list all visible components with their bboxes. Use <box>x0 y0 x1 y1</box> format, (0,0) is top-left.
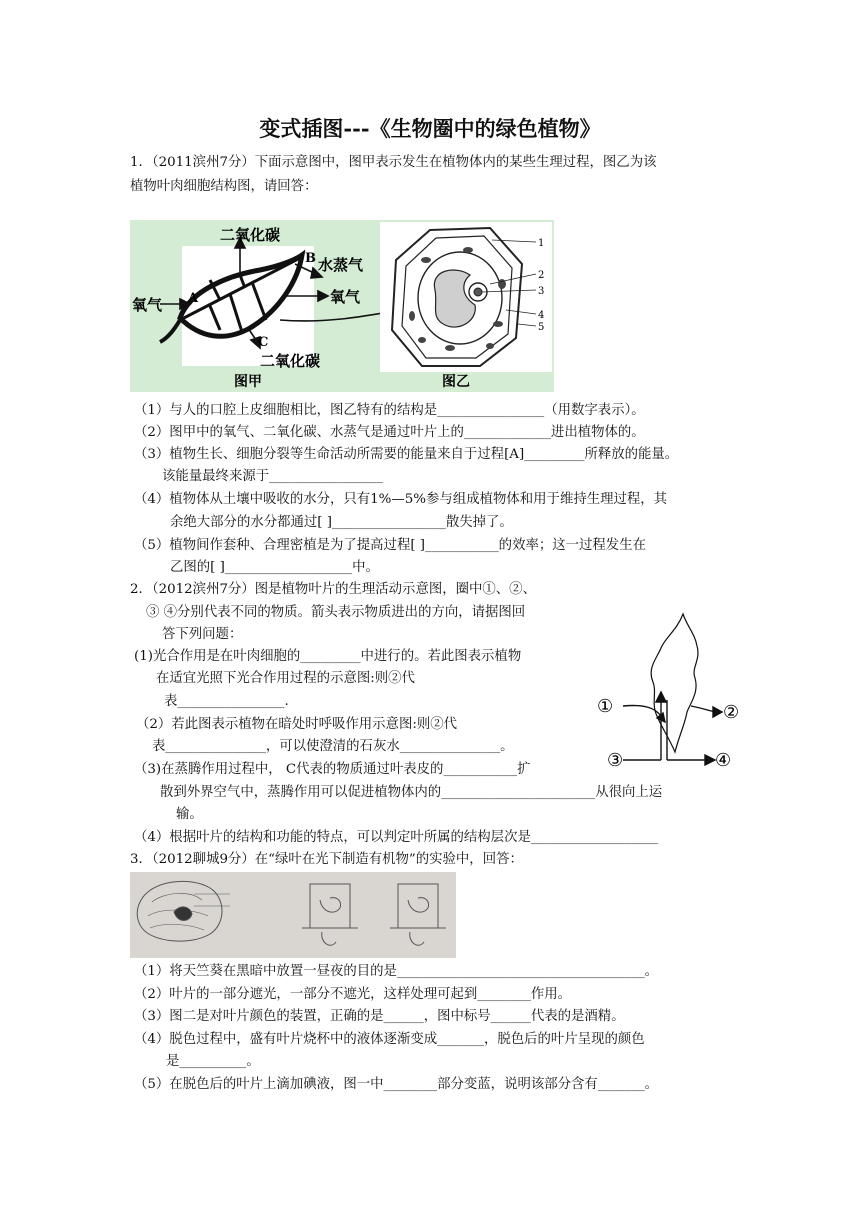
label-b: B <box>305 251 316 266</box>
panel-jia-background <box>182 246 314 366</box>
figure-1-drawing <box>130 220 554 392</box>
cell-label-1: 1 <box>538 238 545 249</box>
text-line: 答下列问题： <box>162 627 243 642</box>
text-line: 植物叶肉细胞结构图，请回答： <box>130 179 318 194</box>
figure-experiment-photo <box>130 872 456 958</box>
cell-label-4: 4 <box>538 310 545 321</box>
text-line: ③ ④分别代表不同的物质。箭头表示物质进出的方向，请据图回 <box>146 605 526 620</box>
text-line: 3．（2012聊城9分）在“绿叶在光下制造有机物”的实验中，回答： <box>130 852 523 867</box>
beaker-2 <box>390 884 446 945</box>
text-line: 散到外界空气中，蒸腾作用可以促进植物体内的_______________________从很向上运 <box>160 785 663 800</box>
cell-label-5: 5 <box>538 322 545 333</box>
label-c4: ④ <box>715 750 732 771</box>
text-line: 2．（2012滨州7分）图是植物叶片的生理活动示意图，圈中①、②、 <box>130 582 536 597</box>
text-line: 输。 <box>176 807 203 822</box>
caption-jia: 图甲 <box>234 374 262 390</box>
experiment-drawing <box>130 872 456 958</box>
page-title: 变式插图---《生物圈中的绿色植物》 <box>259 116 601 141</box>
text-line: （2）叶片的一部分遮光，一部分不遮光，这样处理可起到________作用。 <box>134 987 572 1002</box>
text-line: （4）根据叶片的结构和功能的特点，可以判定叶所属的结构层次是___________________ <box>134 830 659 845</box>
label-oxygen-out: 氧气 <box>330 288 361 306</box>
label-water-vapor: 水蒸气 <box>318 256 364 274</box>
cell-label-2: 2 <box>538 270 545 281</box>
beaker-1 <box>302 884 358 945</box>
leaf-outline <box>651 614 698 752</box>
text-line: 乙图的[ ]___________________中。 <box>170 560 379 575</box>
text-line: 表_______________，可以使澄清的石灰水_______________。 <box>152 739 514 754</box>
text-line: （3）植物生长、细胞分裂等生命活动所需要的能量来自于过程[A]_________所释放的能量。 <box>134 447 679 462</box>
text-line: （4）脱色过程中，盛有叶片烧杯中的液体逐渐变成_______，脱色后的叶片呈现的颜色 <box>134 1032 645 1047</box>
text-line: （3)在蒸腾作用过程中， C代表的物质通过叶表皮的___________扩 <box>134 762 531 777</box>
text-line: 表________________. <box>164 694 289 709</box>
text-line: （4）植物体从土壤中吸收的水分，只有1%—5%参与组成植物体和用于维持生理过程，其 <box>134 492 668 507</box>
text-line: （2）图甲中的氧气、二氧化碳、水蒸气是通过叶片上的_____________进出植物体的。 <box>134 425 645 440</box>
text-line: 1．（2011滨州7分）下面示意图中，图甲表示发生在植物体内的某些生理过程，图乙为该 <box>130 155 657 170</box>
caption-yi: 图乙 <box>442 374 470 390</box>
text-line: （5）在脱色后的叶片上滴加碘液，图一中________部分变蓝，说明该部分含有_______。 <box>134 1077 659 1092</box>
label-a: A <box>188 291 199 306</box>
label-co2-top: 二氧化碳 <box>220 226 281 244</box>
text-line: （3）图二是对叶片颜色的装置，正确的是______，图中标号______代表的是酒精。 <box>134 1009 625 1024</box>
label-c3: ③ <box>607 750 624 771</box>
text-line: （2）若此图表示植物在暗处时呼吸作用示意图:则②代 <box>136 717 458 732</box>
figure-leaf-and-cell <box>130 220 554 392</box>
text-line: (1)光合作用是在叶肉细胞的_________中进行的。若此图表示植物 <box>134 649 522 664</box>
leaf-arrows <box>623 692 722 765</box>
label-c1: ① <box>597 696 614 717</box>
text-line: （1）与人的口腔上皮细胞相比，图乙特有的结构是________________（用数字表示）。 <box>134 403 645 418</box>
label-c: C <box>258 335 269 350</box>
figure-leaf-diagram <box>595 612 750 772</box>
text-line: 在适宜光照下光合作用过程的示意图:则②代 <box>156 671 415 686</box>
text-line: 该能量最终来源于_________________ <box>162 469 383 484</box>
label-oxygen-in: 氧气 <box>132 296 163 314</box>
label-c2: ② <box>723 702 740 723</box>
label-co2-bottom: 二氧化碳 <box>260 352 321 370</box>
text-line: 是__________。 <box>166 1054 260 1069</box>
text-line: （5）植物间作套种、合理密植是为了提高过程[ ]___________的效率；这一过程发生在 <box>134 538 646 553</box>
cell-label-3: 3 <box>538 286 545 297</box>
text-line: 余绝大部分的水分都通过[ ]_________________散失掉了。 <box>170 515 513 530</box>
text-line: （1）将天竺葵在黑暗中放置一昼夜的目的是_____________________________________。 <box>134 964 659 979</box>
